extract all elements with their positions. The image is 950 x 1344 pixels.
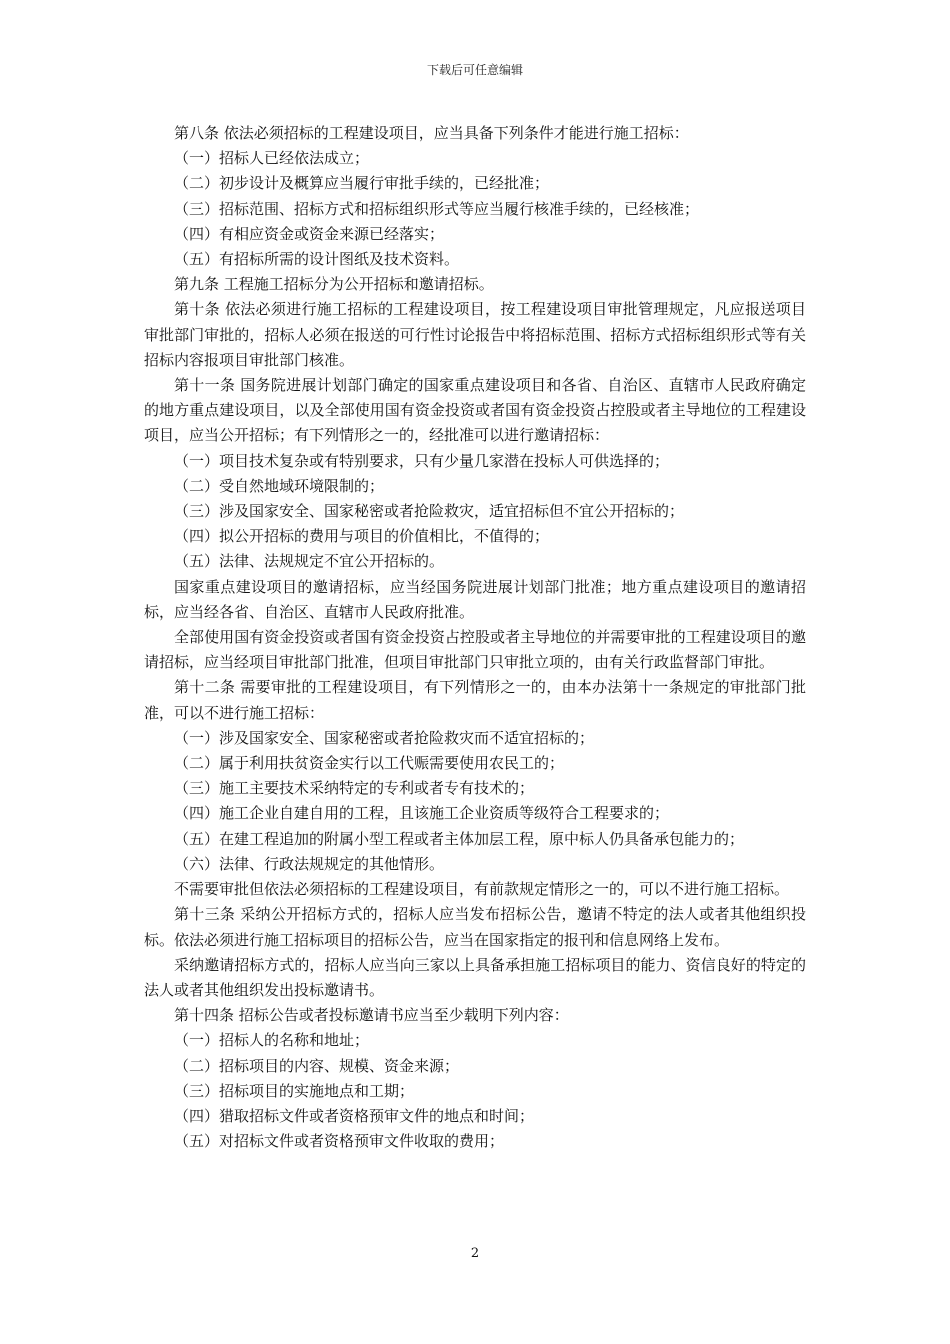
paragraph: （三）招标项目的实施地点和工期；: [174, 1081, 415, 1100]
paragraph: （四）施工企业自建自用的工程，且该施工企业资质等级符合工程要求的；: [174, 804, 670, 823]
paragraph: 第十一条 国务院进展计划部门确定的国家重点建设项目和各省、自治区、直辖市人民政府确定的地方重点建设项目，以及全部使用国有资金投资或者国有资金投资占控股或者主导地位的工程建设项目，应当公开招标；有下列情形之一的，经批准可以进行邀请招标：: [144, 376, 806, 445]
paragraph: （五）对招标文件或者资格预审文件收取的费用；: [174, 1132, 505, 1151]
paragraph: 第十三条 采纳公开招标方式的，招标人应当发布招标公告，邀请不特定的法人或者其他组织投标。依法必须进行施工招标项目的招标公告，应当在国家指定的报刊和信息网络上发布。: [144, 905, 806, 949]
paragraph: （二）初步设计及概算应当履行审批手续的，已经批准；: [174, 174, 550, 193]
paragraph: 第十四条 招标公告或者投标邀请书应当至少载明下列内容：: [174, 1006, 569, 1025]
paragraph: （一）涉及国家安全、国家秘密或者抢险救灾而不适宜招标的；: [174, 728, 595, 747]
paragraph: （五）法律、法规规定不宜公开招标的。: [174, 552, 445, 571]
page-header: 下载后可任意编辑: [426, 63, 523, 77]
paragraph: 第八条 依法必须招标的工程建设项目，应当具备下列条件才能进行施工招标：: [174, 124, 689, 142]
paragraph: 不需要审批但依法必须招标的工程建设项目，有前款规定情形之一的，可以不进行施工招标。: [174, 880, 790, 899]
paragraph: 第九条 工程施工招标分为公开招标和邀请招标。: [174, 275, 494, 294]
paragraph: 采纳邀请招标方式的，招标人应当向三家以上具备承担施工招标项目的能力、资信良好的特定的法人或者其他组织发出投标邀请书。: [144, 955, 806, 999]
paragraph: （三）招标范围、招标方式和招标组织形式等应当履行核准手续的，已经核准；: [174, 199, 700, 218]
document-body: [144, 121, 806, 1154]
paragraph: 国家重点建设项目的邀请招标，应当经国务院进展计划部门批准；地方重点建设项目的邀请招标，应当经各省、自治区、直辖市人民政府批准。: [144, 577, 806, 621]
paragraph: （四）拟公开招标的费用与项目的价值相比，不值得的；: [174, 527, 550, 546]
paragraph: （二）受自然地域环境限制的；: [174, 476, 385, 495]
paragraph: 第十二条 需要审批的工程建设项目，有下列情形之一的，由本办法第十一条规定的审批部门批准，可以不进行施工招标：: [144, 678, 806, 722]
paragraph: （二）招标项目的内容、规模、资金来源；: [174, 1056, 460, 1075]
paragraph: （二）属于利用扶贫资金实行以工代赈需要使用农民工的；: [174, 754, 565, 773]
paragraph: （四）猎取招标文件或者资格预审文件的地点和时间；: [174, 1106, 535, 1125]
paragraph: （三）施工主要技术采纳特定的专利或者专有技术的；: [174, 779, 535, 798]
paragraph: （一）招标人已经依法成立；: [174, 149, 370, 168]
paragraph: （一）项目技术复杂或有特别要求，只有少量几家潜在投标人可供选择的；: [174, 451, 670, 470]
page-number: 2: [470, 1246, 480, 1261]
paragraph: （六）法律、行政法规规定的其他情形。: [174, 854, 445, 873]
paragraph: （五）在建工程追加的附属小型工程或者主体加层工程，原中标人仍具备承包能力的；: [174, 829, 745, 848]
paragraph: （五）有招标所需的设计图纸及技术资料。: [174, 250, 460, 269]
paragraph: 第十条 依法必须进行施工招标的工程建设项目，按工程建设项目审批管理规定，凡应报送项目审批部门审批的，招标人必须在报送的可行性讨论报告中将招标范围、招标方式招标组织形式等有关招标内容报项目审批部门核准。: [144, 300, 806, 369]
paragraph: （三）涉及国家安全、国家秘密或者抢险救灾，适宜招标但不宜公开招标的；: [174, 502, 685, 521]
paragraph: （四）有相应资金或资金来源已经落实；: [174, 224, 445, 243]
paragraph: 全部使用国有资金投资或者国有资金投资占控股或者主导地位的并需要审批的工程建设项目的邀请招标，应当经项目审批部门批准，但项目审批部门只审批立项的，由有关行政监督部门审批。: [144, 628, 806, 672]
paragraph: （一）招标人的名称和地址；: [174, 1031, 370, 1050]
